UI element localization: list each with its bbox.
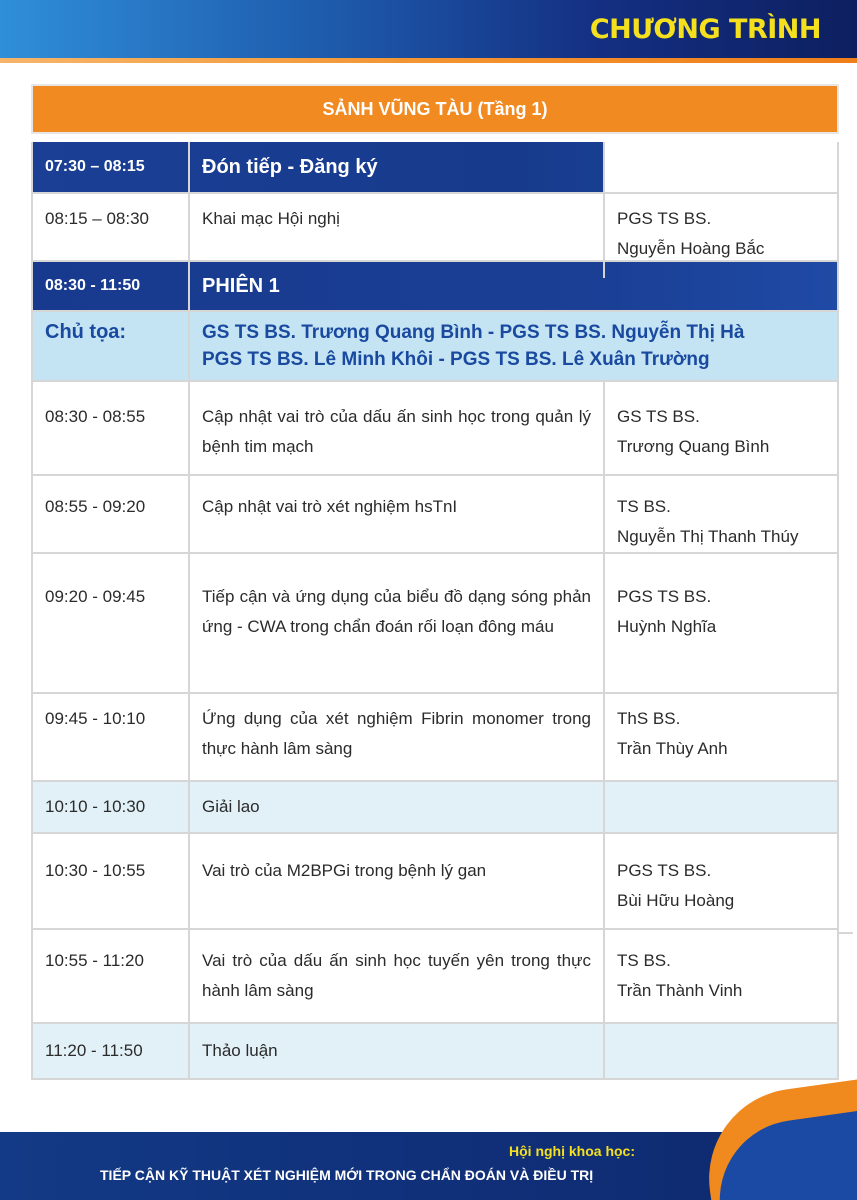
speaker-cell [603, 930, 839, 1022]
page-title: CHƯƠNG TRÌNH [589, 14, 821, 45]
title-cell: Tiếp cận và ứng dụng của biểu đồ dạng sóng phản ứng - CWA trong chẩn đoán rối loạn đông máu [188, 554, 603, 692]
header-accent-stripe [0, 58, 857, 63]
header-band [0, 0, 857, 58]
time-cell: 10:55 - 11:20 [31, 930, 188, 1022]
title-cell: Cập nhật vai trò của dấu ấn sinh học trong quản lý bệnh tim mạch [188, 382, 603, 476]
chair-names-line2: PGS TS BS. Lê Minh Khôi - PGS TS BS. Lê Xuân Trường [202, 349, 710, 370]
title-cell: Cập nhật vai trò xét nghiệm hsTnI [188, 476, 603, 566]
time-cell: 10:10 - 10:30 [31, 782, 188, 835]
time-cell: 08:55 - 09:20 [31, 476, 188, 566]
chair-names-line1: GS TS BS. Trương Quang Bình - PGS TS BS. Nguyễn Thị Hà [202, 322, 745, 343]
spacer [31, 134, 839, 142]
table-row [31, 476, 839, 554]
speaker-name: Bùi Hữu Hoàng [617, 891, 735, 910]
speaker-cell [603, 554, 839, 692]
session-title: PHIÊN 1 [188, 262, 839, 310]
table-row-opening [31, 194, 839, 262]
speaker-name: Trần Thùy Anh [617, 739, 728, 758]
title-cell: Vai trò của dấu ấn sinh học tuyến yên trong thực hành lâm sàng [188, 930, 603, 1022]
time-cell: 07:30 – 08:15 [31, 142, 188, 192]
title-cell: Thảo luận [188, 1024, 603, 1079]
speaker-cell [603, 1024, 839, 1079]
speaker-cell [603, 694, 839, 780]
session-header [31, 262, 839, 312]
time-cell: 08:30 - 08:55 [31, 382, 188, 476]
speaker-cell [603, 142, 839, 192]
chair-names [188, 312, 839, 380]
table-row [31, 834, 839, 930]
speaker-cell [603, 382, 839, 476]
venue-heading: SẢNH VŨNG TÀU (Tầng 1) [31, 84, 839, 134]
speaker-name: Huỳnh Nghĩa [617, 617, 717, 636]
speaker-title: TS BS. [617, 497, 671, 516]
speaker-name: Nguyễn Thị Thanh Thúy [617, 527, 799, 546]
speaker-cell [603, 476, 839, 566]
speaker-name: Trương Quang Bình [617, 437, 770, 456]
speaker-name: Nguyễn Hoàng Bắc [617, 239, 765, 258]
time-cell: 09:20 - 09:45 [31, 554, 188, 692]
speaker-title: PGS TS BS. [617, 861, 712, 880]
time-cell: 10:30 - 10:55 [31, 834, 188, 930]
divider [839, 932, 853, 934]
table-row [31, 554, 839, 694]
chair-label: Chủ tọa: [31, 312, 188, 380]
title-cell: Đón tiếp - Đăng ký [188, 142, 603, 192]
session-chairs [31, 312, 839, 382]
speaker-name: Trần Thành Vinh [617, 981, 743, 1000]
speaker-title: TS BS. [617, 951, 671, 970]
title-cell: Giải lao [188, 782, 603, 835]
footer-conference-label: Hội nghị khoa học: [509, 1143, 635, 1159]
table-row-discussion [31, 1024, 839, 1080]
time-cell: 11:20 - 11:50 [31, 1024, 188, 1079]
table-row [31, 694, 839, 782]
time-cell: 09:45 - 10:10 [31, 694, 188, 780]
title-cell: Ứng dụng của xét nghiệm Fibrin monomer trong thực hành lâm sàng [188, 694, 603, 780]
time-cell: 08:15 – 08:30 [31, 194, 188, 278]
session-time: 08:30 - 11:50 [31, 262, 188, 310]
speaker-title: ThS BS. [617, 709, 681, 728]
speaker-title: PGS TS BS. [617, 209, 712, 228]
table-row-registration [31, 142, 839, 194]
title-cell: Vai trò của M2BPGi trong bệnh lý gan [188, 834, 603, 930]
program-table [31, 84, 839, 1080]
speaker-title: PGS TS BS. [617, 587, 712, 606]
footer-conference-title: TIẾP CẬN KỸ THUẬT XÉT NGHIỆM MỚI TRONG CHẨN ĐOÁN VÀ ĐIỀU TRỊ [100, 1167, 594, 1183]
table-row [31, 930, 839, 1024]
table-row-break [31, 782, 839, 834]
table-row [31, 382, 839, 476]
title-cell: Khai mạc Hội nghị [188, 194, 603, 278]
speaker-cell [603, 782, 839, 835]
speaker-title: GS TS BS. [617, 407, 700, 426]
speaker-cell [603, 834, 839, 930]
